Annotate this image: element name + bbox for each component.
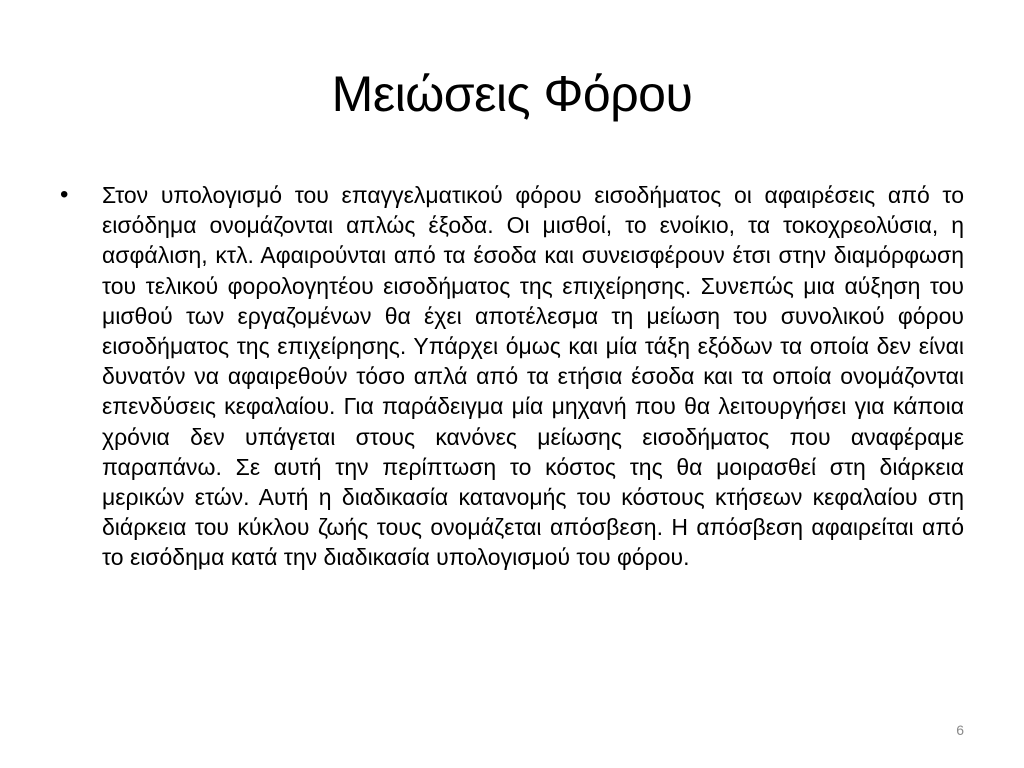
slide-title: Μειώσεις Φόρου <box>331 66 693 122</box>
bullet-item <box>60 180 964 573</box>
page-number: 6 <box>956 722 964 738</box>
bullet-text: Στον υπολογισμό του επαγγελματικού φόρου εισοδήματος οι αφαιρέσεις από το εισόδημα ονομάζονται απλώς έξοδα. Οι μισθοί, το ενοίκιο, τα τοκοχρεολύσια, η ασφάλιση, κτλ. Αφαιρούνται από τα έσοδα και συνεισφέρουν έτσι στην διαμόρφωση του τελικού φορολογητέου εισοδήματος της επιχείρησης. Συνεπώς μια αύξηση του μισθού των εργαζομένων θα έχει αποτέλεσμα τη μείωση του συνολικού φόρου εισοδήματος της επιχείρησης. Υπάρχει όμως και μία τάξη εξόδων τα οποία δεν είναι δυνατόν να αφαιρεθούν τόσο απλά από τα ετήσια έσοδα και τα οποία ονομάζονται επενδύσεις κεφαλαίου. Για παράδειγμα μία μηχανή που θα λειτουργήσει για κάποια χρόνια δεν υπάγεται στους κανόνες μείωσης εισοδήματος που αναφέραμε παραπάνω. Σε αυτή την περίπτωση το κόστος της θα μοιρασθεί στη διάρκεια μερικών ετών. Αυτή η διαδικασία κατανομής του κόστους κτήσεων κεφαλαίου στη διάρκεια του κύκλου ζωής τους ονομάζεται απόσβεση. Η απόσβεση αφαιρείται από το εισόδημα κατά την διαδικασία υπολογισμού του φόρου. <box>102 182 964 571</box>
bullet-icon: • <box>60 181 69 208</box>
